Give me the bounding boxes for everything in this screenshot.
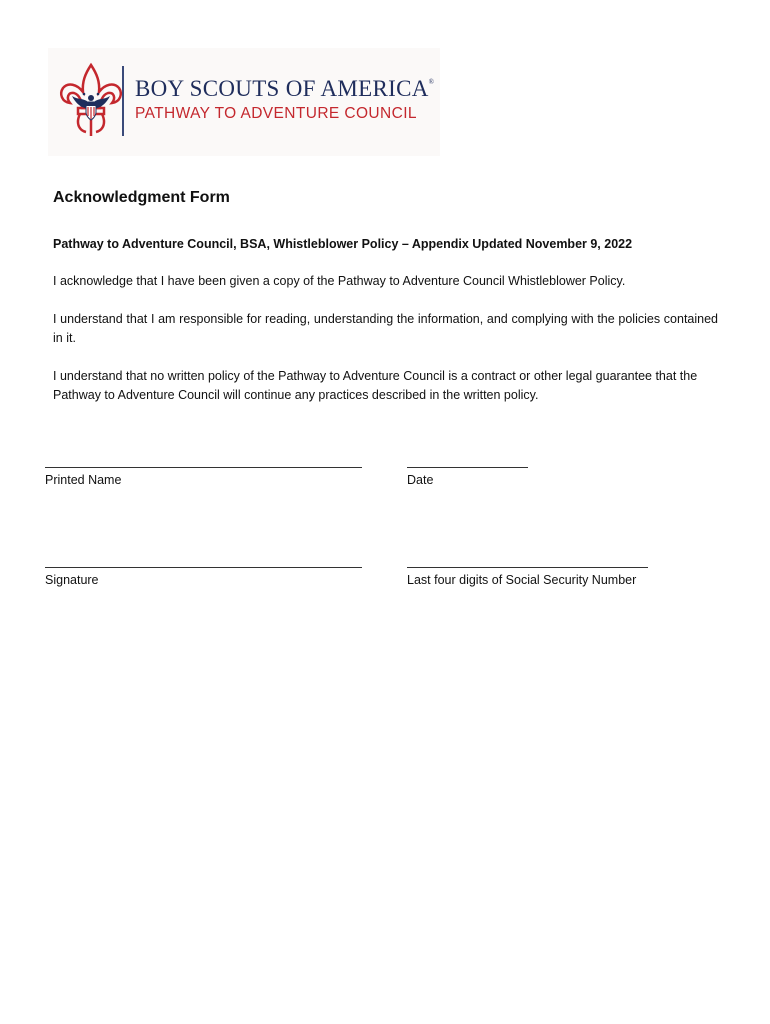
- logo-subtitle: PATHWAY TO ADVENTURE COUNCIL: [135, 105, 417, 122]
- signature-label: Signature: [45, 573, 99, 587]
- no-contract-paragraph: I understand that no written policy of the Pathway to Adventure Council is a contract or other legal guarantee that the Pathway to Adventure Council will continue any practices described in the written policy.: [53, 369, 698, 402]
- acknowledgment-paragraph: I acknowledge that I have been given a copy of the Pathway to Adventure Council Whistleblower Policy.: [53, 274, 626, 288]
- printed-name-label: Printed Name: [45, 473, 122, 487]
- signature-line[interactable]: [45, 567, 362, 568]
- responsibility-paragraph: I understand that I am responsible for reading, understanding the information, and complying with the policies contained in it.: [53, 312, 718, 345]
- ssn-last-four-line[interactable]: [407, 567, 648, 568]
- date-line[interactable]: [407, 467, 528, 468]
- form-subtitle: Pathway to Adventure Council, BSA, Whistleblower Policy – Appendix Updated November 9, 2022: [53, 237, 633, 251]
- registered-mark: ®: [428, 78, 435, 86]
- ssn-last-four-label: Last four digits of Social Security Number: [407, 573, 637, 587]
- bsa-fleur-de-lis-emblem-icon: [58, 62, 124, 140]
- logo-title: BOY SCOUTS OF AMERICA®: [135, 76, 435, 101]
- date-label: Date: [407, 473, 434, 487]
- printed-name-line[interactable]: [45, 467, 362, 468]
- form-title: Acknowledgment Form: [53, 189, 230, 206]
- bsa-logo: [48, 48, 440, 156]
- logo-divider: [122, 66, 124, 136]
